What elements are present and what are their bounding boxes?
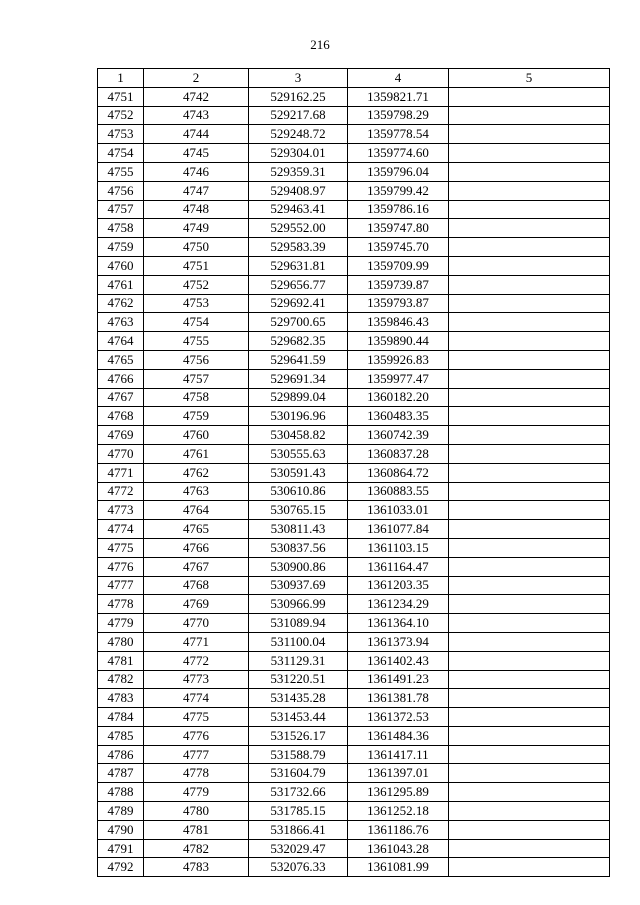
table-cell-col1: 4761 [98,275,144,294]
table-cell-col1: 4757 [98,200,144,219]
table-row [98,651,610,670]
table-row [98,200,610,219]
table-cell-col3: 530555.63 [249,444,348,463]
table-cell-col1: 4786 [98,745,144,764]
table-cell-col2: 4761 [144,444,249,463]
table-cell-col1: 4781 [98,651,144,670]
table-cell-col1: 4767 [98,388,144,407]
table-cell-col5 [449,520,610,539]
table-cell-col3: 531604.79 [249,764,348,783]
table-cell-col3: 530765.15 [249,501,348,520]
table-cell-col3: 530900.86 [249,557,348,576]
table-cell-col5 [449,144,610,163]
table-cell-col4: 1359793.87 [348,294,449,313]
table-cell-col4: 1361164.47 [348,557,449,576]
table-cell-col3: 531732.66 [249,783,348,802]
table-row [98,614,610,633]
table-cell-col2: 4781 [144,820,249,839]
table-cell-col3: 530196.96 [249,407,348,426]
table-cell-col5 [449,820,610,839]
table-cell-col1: 4769 [98,426,144,445]
table-cell-col4: 1359774.60 [348,144,449,163]
table-row [98,350,610,369]
table-cell-col2: 4767 [144,557,249,576]
table-row [98,501,610,520]
table-cell-col3: 531588.79 [249,745,348,764]
table-cell-col3: 529583.39 [249,238,348,257]
table-row [98,689,610,708]
table-cell-col2: 4783 [144,858,249,877]
table-cell-col4: 1359796.04 [348,162,449,181]
table-cell-col2: 4760 [144,426,249,445]
table-cell-col4: 1361081.99 [348,858,449,877]
table-cell-col4: 1359977.47 [348,369,449,388]
table-cell-col2: 4752 [144,275,249,294]
table-cell-col2: 4754 [144,313,249,332]
table-cell-col4: 1359926.83 [348,350,449,369]
table-cell-col1: 4758 [98,219,144,238]
table-cell-col1: 4782 [98,670,144,689]
table-cell-col5 [449,350,610,369]
table-cell-col3: 529692.41 [249,294,348,313]
table-cell-col2: 4757 [144,369,249,388]
table-cell-col4: 1359709.99 [348,256,449,275]
table-row [98,802,610,821]
table-cell-col3: 530937.69 [249,576,348,595]
table-cell-col5 [449,839,610,858]
table-cell-col1: 4752 [98,106,144,125]
table-cell-col5 [449,501,610,520]
table-cell-col2: 4744 [144,125,249,144]
table-cell-col1: 4759 [98,238,144,257]
table-row [98,595,610,614]
table-cell-col3: 531866.41 [249,820,348,839]
table-cell-col5 [449,783,610,802]
table-cell-col1: 4751 [98,87,144,106]
table-cell-col2: 4753 [144,294,249,313]
table-row [98,238,610,257]
table-cell-col2: 4748 [144,200,249,219]
table-cell-col2: 4745 [144,144,249,163]
table-cell-col4: 1359786.16 [348,200,449,219]
table-cell-col1: 4765 [98,350,144,369]
table-row [98,444,610,463]
table-cell-col1: 4768 [98,407,144,426]
table-cell-col5 [449,181,610,200]
table-row [98,181,610,200]
coordinates-table [97,68,610,877]
table-cell-col1: 4778 [98,595,144,614]
table-cell-col5 [449,313,610,332]
table-cell-col3: 529682.35 [249,332,348,351]
table-row [98,482,610,501]
table-row [98,426,610,445]
table-cell-col3: 529162.25 [249,87,348,106]
table-row [98,576,610,595]
table-cell-col1: 4770 [98,444,144,463]
table-cell-col1: 4783 [98,689,144,708]
column-header-4: 4 [348,69,449,88]
table-cell-col1: 4760 [98,256,144,275]
table-cell-col3: 529304.01 [249,144,348,163]
table-cell-col3: 529641.59 [249,350,348,369]
table-cell-col3: 529463.41 [249,200,348,219]
table-row [98,726,610,745]
table-cell-col1: 4790 [98,820,144,839]
table-cell-col4: 1361402.43 [348,651,449,670]
table-cell-col1: 4774 [98,520,144,539]
table-cell-col3: 530458.82 [249,426,348,445]
table-cell-col5 [449,595,610,614]
table-cell-col1: 4775 [98,538,144,557]
table-cell-col1: 4776 [98,557,144,576]
table-cell-col2: 4770 [144,614,249,633]
table-cell-col4: 1361033.01 [348,501,449,520]
table-cell-col4: 1359798.29 [348,106,449,125]
table-row [98,125,610,144]
table-cell-col2: 4765 [144,520,249,539]
table-cell-col4: 1360742.39 [348,426,449,445]
table-cell-col4: 1359778.54 [348,125,449,144]
table-cell-col2: 4769 [144,595,249,614]
table-cell-col3: 529691.34 [249,369,348,388]
table-cell-col1: 4771 [98,463,144,482]
table-cell-col1: 4784 [98,708,144,727]
table-cell-col2: 4772 [144,651,249,670]
table-cell-col1: 4779 [98,614,144,633]
page-number: 216 [310,37,330,52]
table-body [98,87,610,876]
table-cell-col2: 4762 [144,463,249,482]
table-cell-col5 [449,632,610,651]
table-cell-col2: 4774 [144,689,249,708]
table-cell-col4: 1361364.10 [348,614,449,633]
table-row [98,106,610,125]
header-row [98,69,610,88]
table-row [98,839,610,858]
table-row [98,369,610,388]
table-cell-col3: 531453.44 [249,708,348,727]
table-cell-col3: 530966.99 [249,595,348,614]
table-row [98,538,610,557]
table-cell-col5 [449,369,610,388]
table-cell-col2: 4751 [144,256,249,275]
table-cell-col3: 529700.65 [249,313,348,332]
table-cell-col3: 529359.31 [249,162,348,181]
table-cell-col3: 531526.17 [249,726,348,745]
table-cell-col2: 4775 [144,708,249,727]
table-cell-col3: 529656.77 [249,275,348,294]
table-cell-col5 [449,689,610,708]
table-cell-col5 [449,256,610,275]
table-cell-col2: 4764 [144,501,249,520]
table-row [98,256,610,275]
table-row [98,745,610,764]
table-cell-col4: 1361186.76 [348,820,449,839]
table-cell-col4: 1359739.87 [348,275,449,294]
table-cell-col1: 4788 [98,783,144,802]
table-cell-col2: 4750 [144,238,249,257]
table-cell-col4: 1361295.89 [348,783,449,802]
table-cell-col5 [449,407,610,426]
table-cell-col4: 1361203.35 [348,576,449,595]
table-cell-col5 [449,764,610,783]
table-cell-col4: 1361397.01 [348,764,449,783]
table-cell-col4: 1360883.55 [348,482,449,501]
table-cell-col3: 529408.97 [249,181,348,200]
table-cell-col3: 531089.94 [249,614,348,633]
table-row [98,87,610,106]
table-cell-col1: 4754 [98,144,144,163]
table-cell-col4: 1361252.18 [348,802,449,821]
table-header [98,69,610,88]
table-row [98,858,610,877]
table-cell-col3: 531100.04 [249,632,348,651]
table-cell-col4: 1361043.28 [348,839,449,858]
column-header-1: 1 [98,69,144,88]
table-row [98,820,610,839]
table-cell-col4: 1360864.72 [348,463,449,482]
table-cell-col3: 529217.68 [249,106,348,125]
table-cell-col4: 1359846.43 [348,313,449,332]
column-header-2: 2 [144,69,249,88]
table-cell-col5 [449,651,610,670]
table-cell-col3: 531785.15 [249,802,348,821]
table-cell-col3: 529631.81 [249,256,348,275]
table-row [98,632,610,651]
table-cell-col4: 1361381.78 [348,689,449,708]
table-row [98,162,610,181]
table-cell-col1: 4762 [98,294,144,313]
table-cell-col2: 4773 [144,670,249,689]
table-cell-col1: 4780 [98,632,144,651]
table-cell-col5 [449,708,610,727]
table-row [98,313,610,332]
table-cell-col4: 1361103.15 [348,538,449,557]
table-cell-col2: 4742 [144,87,249,106]
table-cell-col5 [449,538,610,557]
table-cell-col5 [449,162,610,181]
table-cell-col2: 4771 [144,632,249,651]
table-row [98,407,610,426]
table-cell-col1: 4785 [98,726,144,745]
table-cell-col4: 1360837.28 [348,444,449,463]
table-row [98,670,610,689]
table-cell-col3: 532076.33 [249,858,348,877]
table-cell-col4: 1361372.53 [348,708,449,727]
table-cell-col5 [449,802,610,821]
table-cell-col1: 4787 [98,764,144,783]
table-row [98,764,610,783]
table-cell-col1: 4756 [98,181,144,200]
table-cell-col2: 4746 [144,162,249,181]
table-row [98,783,610,802]
table-cell-col5 [449,463,610,482]
table-cell-col2: 4768 [144,576,249,595]
table-cell-col1: 4777 [98,576,144,595]
table-cell-col5 [449,275,610,294]
table-cell-col4: 1361491.23 [348,670,449,689]
table-cell-col4: 1359890.44 [348,332,449,351]
table-cell-col5 [449,670,610,689]
table-cell-col4: 1359745.70 [348,238,449,257]
table-cell-col5 [449,238,610,257]
table-cell-col5 [449,125,610,144]
table-cell-col5 [449,614,610,633]
table-cell-col2: 4749 [144,219,249,238]
table-cell-col2: 4777 [144,745,249,764]
table-cell-col1: 4772 [98,482,144,501]
table-cell-col3: 532029.47 [249,839,348,858]
table-cell-col5 [449,388,610,407]
table-cell-col1: 4764 [98,332,144,351]
table-row [98,275,610,294]
table-cell-col2: 4778 [144,764,249,783]
table-row [98,557,610,576]
table-cell-col5 [449,332,610,351]
table-cell-col2: 4782 [144,839,249,858]
table-cell-col5 [449,726,610,745]
table-cell-col5 [449,426,610,445]
table-cell-col1: 4766 [98,369,144,388]
table-cell-col5 [449,87,610,106]
table-cell-col1: 4792 [98,858,144,877]
table-cell-col2: 4776 [144,726,249,745]
table-cell-col2: 4756 [144,350,249,369]
table-cell-col4: 1361417.11 [348,745,449,764]
column-header-5: 5 [449,69,610,88]
table-cell-col4: 1361484.36 [348,726,449,745]
table-row [98,388,610,407]
table-cell-col5 [449,106,610,125]
table-cell-col4: 1360483.35 [348,407,449,426]
column-header-3: 3 [249,69,348,88]
table-cell-col2: 4766 [144,538,249,557]
table-cell-col2: 4780 [144,802,249,821]
table-cell-col2: 4763 [144,482,249,501]
table-cell-col1: 4753 [98,125,144,144]
table-row [98,463,610,482]
table-cell-col5 [449,444,610,463]
table-cell-col3: 529248.72 [249,125,348,144]
table-cell-col2: 4743 [144,106,249,125]
table-cell-col4: 1360182.20 [348,388,449,407]
table-cell-col3: 530610.86 [249,482,348,501]
table-row [98,294,610,313]
table-cell-col3: 531220.51 [249,670,348,689]
table-cell-col5 [449,219,610,238]
table-cell-col4: 1359799.42 [348,181,449,200]
table-cell-col2: 4747 [144,181,249,200]
table-cell-col5 [449,557,610,576]
table-cell-col3: 531435.28 [249,689,348,708]
table-cell-col3: 530811.43 [249,520,348,539]
table-cell-col4: 1359821.71 [348,87,449,106]
table-cell-col5 [449,745,610,764]
table-cell-col2: 4755 [144,332,249,351]
table-row [98,144,610,163]
table-cell-col2: 4759 [144,407,249,426]
table-cell-col1: 4755 [98,162,144,181]
table-cell-col4: 1359747.80 [348,219,449,238]
table-cell-col3: 531129.31 [249,651,348,670]
table-cell-col4: 1361077.84 [348,520,449,539]
table-cell-col3: 530591.43 [249,463,348,482]
table-cell-col1: 4773 [98,501,144,520]
table-cell-col1: 4763 [98,313,144,332]
table-cell-col5 [449,200,610,219]
table-cell-col3: 529899.04 [249,388,348,407]
table-cell-col2: 4758 [144,388,249,407]
table-cell-col5 [449,482,610,501]
table-cell-col1: 4789 [98,802,144,821]
table-cell-col5 [449,294,610,313]
table-row [98,332,610,351]
table-cell-col1: 4791 [98,839,144,858]
table-cell-col5 [449,576,610,595]
table-row [98,708,610,727]
table-row [98,219,610,238]
table-cell-col3: 530837.56 [249,538,348,557]
table-cell-col5 [449,858,610,877]
table-cell-col3: 529552.00 [249,219,348,238]
table-row [98,520,610,539]
table-cell-col4: 1361373.94 [348,632,449,651]
table-cell-col2: 4779 [144,783,249,802]
table-cell-col4: 1361234.29 [348,595,449,614]
